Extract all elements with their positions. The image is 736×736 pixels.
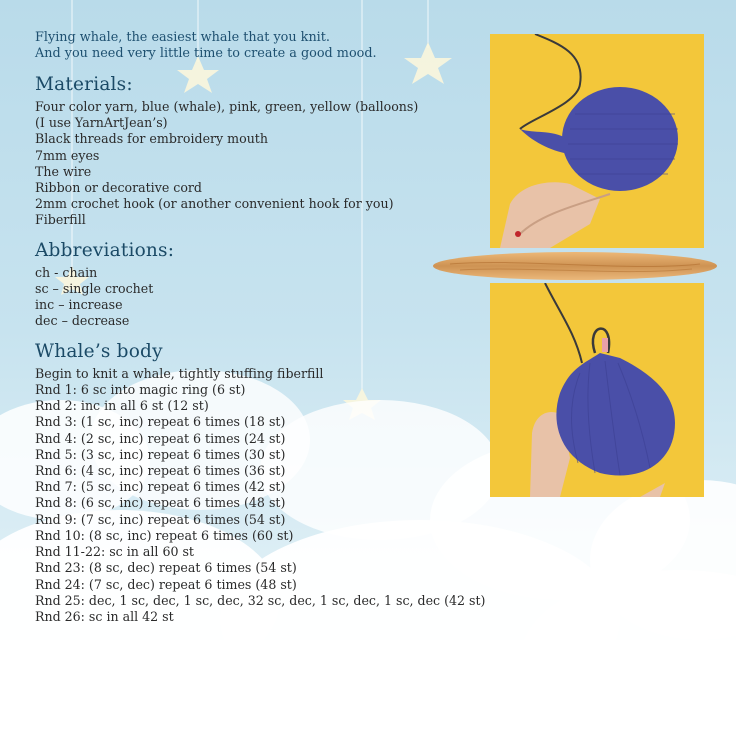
materials-heading: Materials:: [35, 73, 133, 95]
abbreviations-list: [35, 265, 505, 330]
instruction-line: Rnd 8: (6 sc, inc) repeat 6 times (48 st): [35, 495, 286, 511]
abbreviations-heading: Abbreviations:: [35, 239, 175, 261]
instruction-line: Rnd 1: 6 sc into magic ring (6 st): [35, 382, 246, 398]
abbreviation-item: ch - chain: [35, 264, 98, 280]
instruction-line: Rnd 2: inc in all 6 st (12 st): [35, 398, 209, 414]
instruction-line: Rnd 9: (7 sc, inc) repeat 6 times (54 st): [35, 511, 286, 527]
pattern-text: [35, 30, 505, 639]
materials-item: (I use YarnArtJean’s): [35, 115, 168, 131]
materials-item: Black threads for embroidery mouth: [35, 131, 268, 147]
abbreviation-item: sc – single crochet: [35, 281, 154, 297]
materials-item: The wire: [35, 163, 92, 179]
instruction-line: Rnd 4: (2 sc, inc) repeat 6 times (24 st): [35, 430, 286, 446]
whale-body-instructions: [35, 366, 505, 625]
abbreviation-item: dec – decrease: [35, 313, 130, 329]
instruction-line: Rnd 26: sc in all 42 st: [35, 608, 174, 624]
abbreviation-item: inc – increase: [35, 297, 123, 313]
instruction-line: Rnd 7: (5 sc, inc) repeat 6 times (42 st): [35, 479, 286, 495]
instruction-line: Begin to knit a whale, tightly stuffing fiberfill: [35, 365, 324, 381]
instruction-line: Rnd 24: (7 sc, dec) repeat 6 times (48 st): [35, 576, 297, 592]
instruction-line: Rnd 25: dec, 1 sc, dec, 1 sc, dec, 32 sc, dec, 1 sc, dec, 1 sc, dec (42 st): [35, 592, 486, 608]
materials-item: Four color yarn, blue (whale), pink, green, yellow (balloons): [35, 99, 419, 115]
intro-line: Flying whale, the easiest whale that you knit.: [35, 30, 330, 45]
materials-item: Ribbon or decorative cord: [35, 180, 202, 196]
whale-body-heading: Whale’s body: [35, 340, 163, 362]
intro-text: [35, 30, 505, 63]
whale-photo-bottom: [490, 283, 704, 497]
instruction-line: Rnd 3: (1 sc, inc) repeat 6 times (18 st): [35, 414, 286, 430]
whale-photo-top: [490, 34, 704, 248]
instruction-line: Rnd 10: (8 sc, inc) repeat 6 times (60 st): [35, 527, 294, 543]
materials-item: 7mm eyes: [35, 147, 100, 163]
instruction-line: Rnd 11-22: sc in all 60 st: [35, 544, 194, 560]
intro-line: And you need very little time to create a good mood.: [35, 46, 377, 62]
materials-item: Fiberfill: [35, 212, 86, 228]
instruction-line: Rnd 6: (4 sc, inc) repeat 6 times (36 st): [35, 463, 286, 479]
materials-item: 2mm crochet hook (or another convenient hook for you): [35, 196, 394, 212]
materials-list: [35, 99, 505, 229]
instruction-line: Rnd 5: (3 sc, inc) repeat 6 times (30 st): [35, 446, 286, 462]
instruction-line: Rnd 23: (8 sc, dec) repeat 6 times (54 st): [35, 560, 297, 576]
